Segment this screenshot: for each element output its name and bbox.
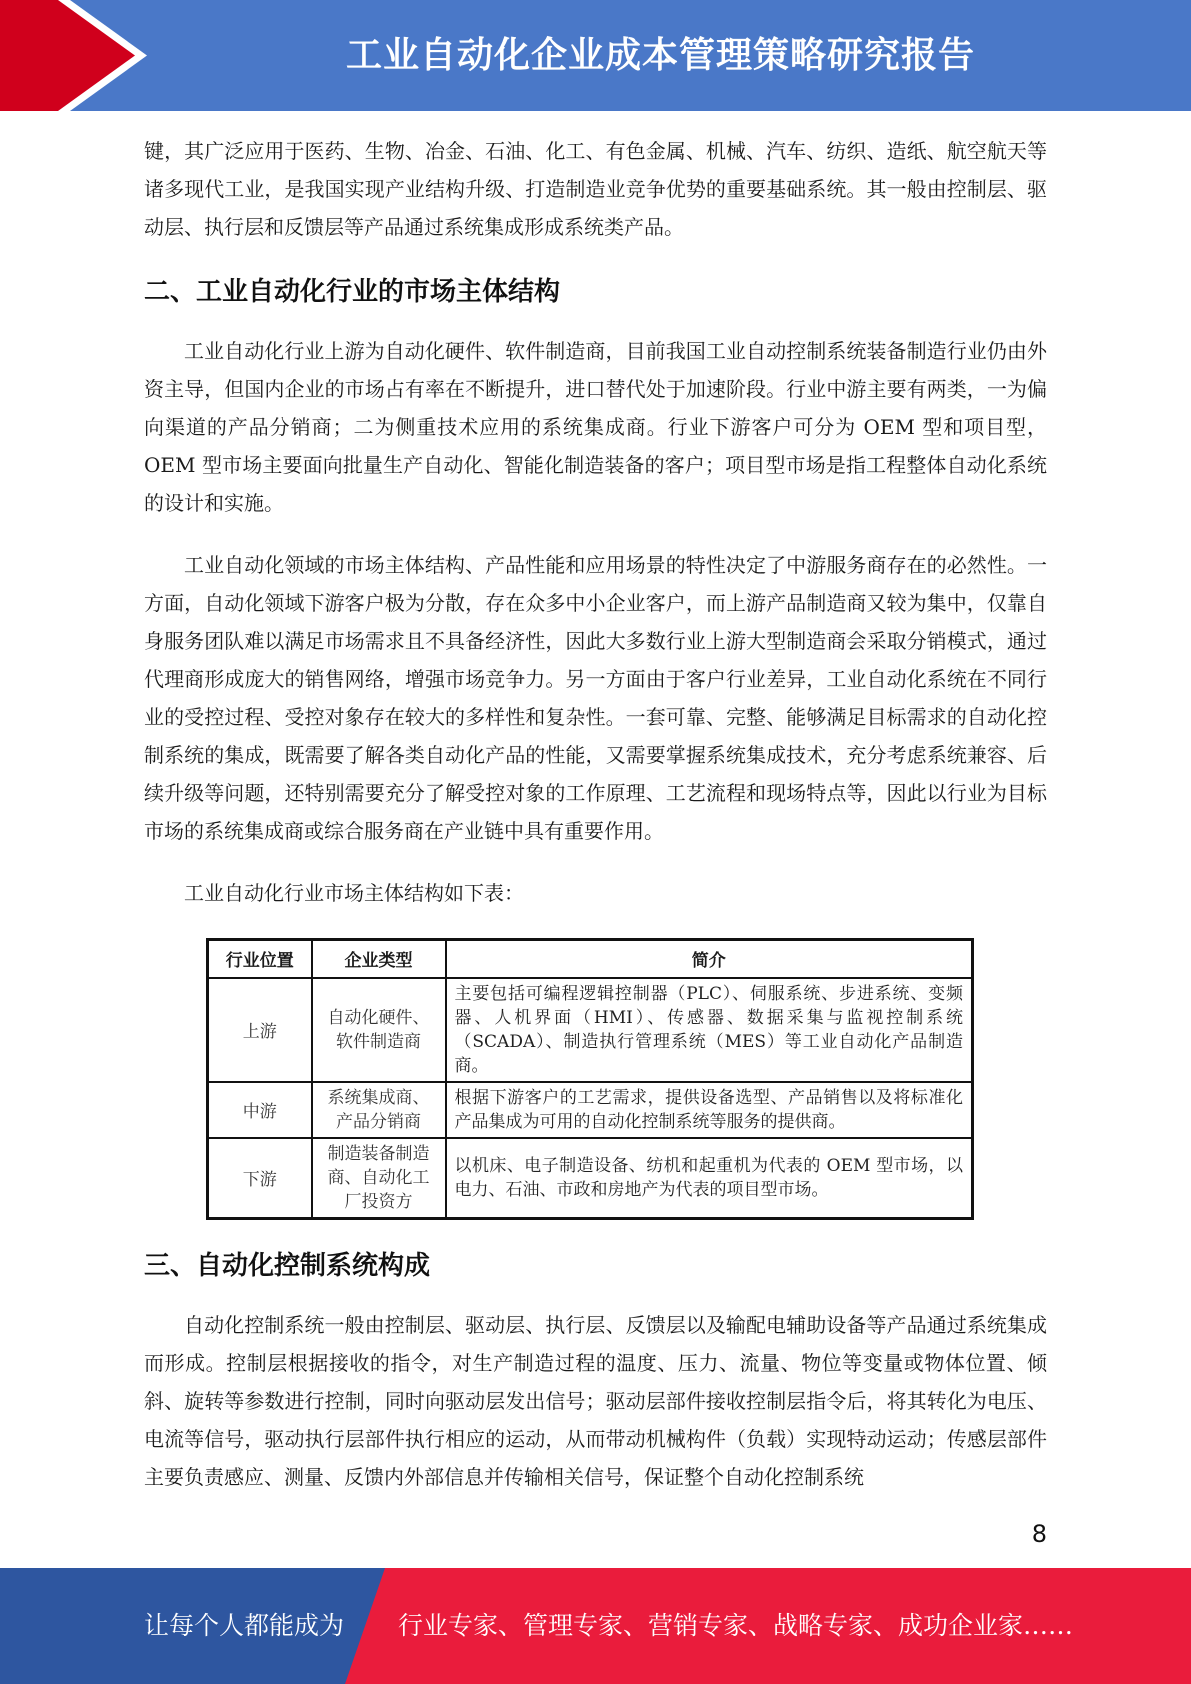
table-cell-position: 中游 xyxy=(208,1082,312,1138)
page-content xyxy=(144,132,1047,1496)
paragraph-upstream-downstream: 工业自动化行业上游为自动化硬件、软件制造商，目前我国工业自动控制系统装备制造行业仍由外资主导，但国内企业的市场占有率在不断提升，进口替代处于加速阶段。行业中游主要有两类，一为偏向渠道的产品分销商；二为侧重技术应用的系统集成商。行业下游客户可分为 OEM 型和项目型，OEM 型市场主要面向批量生产自动化、智能化制造装备的客户；项目型市场是指工程整体自动化系统的设计和实施。 xyxy=(144,339,1047,515)
market-structure-table-wrap xyxy=(206,938,974,1220)
table-cell-intro: 根据下游客户的工艺需求，提供设备选型、产品销售以及将标准化产品集成为可用的自动化控制系统等服务的提供商。 xyxy=(446,1082,973,1138)
table-row xyxy=(208,978,973,1082)
paragraph-control-system: 自动化控制系统一般由控制层、驱动层、执行层、反馈层以及输配电辅助设备等产品通过系统集成而形成。控制层根据接收的指令，对生产制造过程的温度、压力、流量、物位等变量或物体位置、倾斜、旋转等参数进行控制，同时向驱动层发出信号；驱动层部件接收控制层指令后，将其转化为电压、电流等信号，驱动执行层部件执行相应的运动，从而带动机械构件（负载）实现特动运动；传感层部件主要负责感应、测量、反馈内外部信息并传输相关信号，保证整个自动化控制系统 xyxy=(144,1312,1047,1489)
table-header-position: 行业位置 xyxy=(208,940,312,978)
table-cell-type: 自动化硬件、软件制造商 xyxy=(312,978,446,1082)
table-row xyxy=(208,1138,973,1219)
market-structure-table xyxy=(206,938,974,1220)
table-row xyxy=(208,1082,973,1138)
paragraph-midstream-necessity: 工业自动化领域的市场主体结构、产品性能和应用场景的特性决定了中游服务商存在的必然性。一方面，自动化领域下游客户极为分散，存在众多中小企业客户，而上游产品制造商又较为集中，仅靠自身服务团队难以满足市场需求且不具备经济性，因此大多数行业上游大型制造商会采取分销模式，通过代理商形成庞大的销售网络，增强市场竞争力。另一方面由于客户行业差异，工业自动化系统在不同行业的受控过程、受控对象存在较大的多样性和复杂性。一套可靠、完整、能够满足目标需求的自动化控制系统的集成，既需要了解各类自动化产品的性能，又需要掌握系统集成技术，充分考虑系统兼容、后续升级等问题，还特别需要充分了解受控对象的工作原理、工艺流程和现场特点等，因此以行业为目标市场的系统集成商或综合服务商在产业链中具有重要作用。 xyxy=(144,553,1047,843)
table-header-row xyxy=(208,940,973,978)
table-cell-position: 上游 xyxy=(208,978,312,1082)
report-title: 工业自动化企业成本管理策略研究报告 xyxy=(345,35,975,76)
section-heading-market-structure: 二、工业自动化行业的市场主体结构 xyxy=(144,277,561,307)
paragraph-continuation: 键，其广泛应用于医药、生物、冶金、石油、化工、有色金属、机械、汽车、纺织、造纸、航空航天等诸多现代工业，是我国实现产业结构升级、打造制造业竞争优势的重要基础系统。其一般由控制层、驱动层、执行层和反馈层等产品通过系统集成形成系统类产品。 xyxy=(144,139,1047,239)
table-cell-type: 制造装备制造商、自动化工厂投资方 xyxy=(312,1138,446,1219)
table-cell-type: 系统集成商、产品分销商 xyxy=(312,1082,446,1138)
table-header-intro: 简介 xyxy=(446,940,973,978)
page-header xyxy=(0,0,1191,111)
footer-slogan-right: 行业专家、管理专家、营销专家、战略专家、成功企业家…… xyxy=(398,1611,1074,1640)
table-cell-intro: 以机床、电子制造设备、纺机和起重机为代表的 OEM 型市场，以电力、石油、市政和房地产为代表的项目型市场。 xyxy=(446,1138,973,1219)
page-footer xyxy=(0,1568,1191,1684)
section-heading-control-system: 三、自动化控制系统构成 xyxy=(144,1250,431,1281)
footer-slogan-left: 让每个人都能成为 xyxy=(144,1611,345,1640)
table-cell-intro: 主要包括可编程逻辑控制器（PLC）、伺服系统、步进系统、变频器、人机界面（HMI）、传感器、数据采集与监视控制系统（SCADA）、制造执行管理系统（MES）等工业自动化产品制造商。 xyxy=(446,978,973,1082)
paragraph-table-intro: 工业自动化行业市场主体结构如下表： xyxy=(184,881,524,905)
page-number: 8 xyxy=(1031,1520,1047,1548)
table-cell-position: 下游 xyxy=(208,1138,312,1219)
table-header-type: 企业类型 xyxy=(312,940,446,978)
